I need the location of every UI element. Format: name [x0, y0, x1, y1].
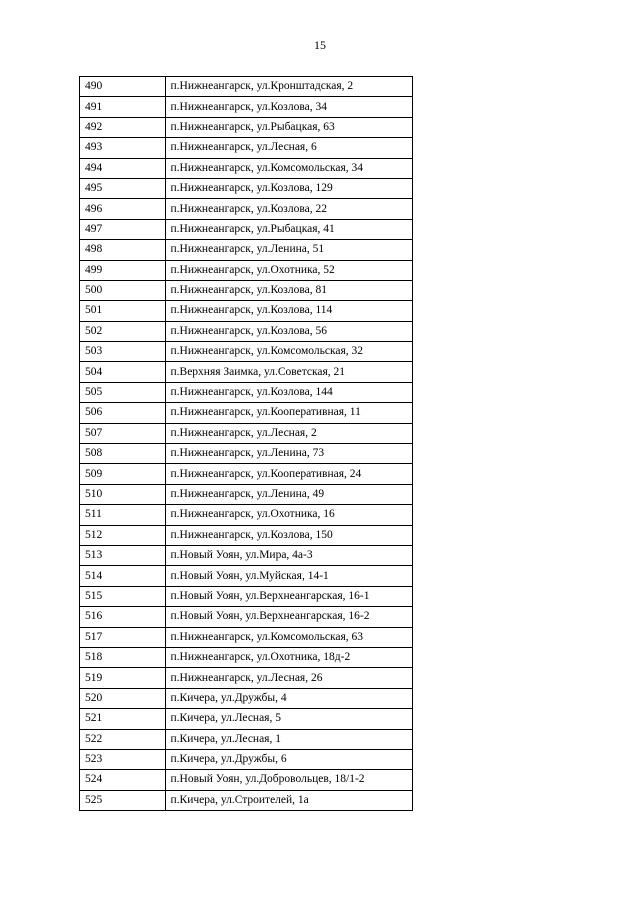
row-number: 525	[80, 790, 166, 810]
row-number: 505	[80, 382, 166, 402]
row-address: п.Нижнеангарск, ул.Комсомольская, 34	[165, 158, 413, 178]
table-row	[80, 321, 413, 341]
row-number: 513	[80, 545, 166, 565]
table-row	[80, 382, 413, 402]
row-number: 520	[80, 688, 166, 708]
row-number: 497	[80, 219, 166, 239]
table-row	[80, 97, 413, 117]
table-row	[80, 178, 413, 198]
row-number: 521	[80, 709, 166, 729]
table-row	[80, 668, 413, 688]
row-number: 514	[80, 566, 166, 586]
row-number: 506	[80, 403, 166, 423]
row-number: 494	[80, 158, 166, 178]
row-address: п.Новый Уоян, ул.Добровольцев, 18/1-2	[165, 770, 413, 790]
table-row	[80, 199, 413, 219]
table-row	[80, 729, 413, 749]
row-number: 492	[80, 117, 166, 137]
row-address: п.Верхняя Заимка, ул.Советская, 21	[165, 362, 413, 382]
table-row	[80, 444, 413, 464]
table-row	[80, 749, 413, 769]
row-number: 524	[80, 770, 166, 790]
table-row	[80, 403, 413, 423]
row-address: п.Нижнеангарск, ул.Ленина, 49	[165, 484, 413, 504]
row-address: п.Нижнеангарск, ул.Козлова, 144	[165, 382, 413, 402]
table-row	[80, 709, 413, 729]
row-address: п.Нижнеангарск, ул.Ленина, 73	[165, 444, 413, 464]
table-row	[80, 464, 413, 484]
table-row	[80, 790, 413, 810]
row-number: 517	[80, 627, 166, 647]
table-row	[80, 138, 413, 158]
row-number: 510	[80, 484, 166, 504]
table-row	[80, 240, 413, 260]
table-row	[80, 77, 413, 97]
row-number: 507	[80, 423, 166, 443]
row-number: 500	[80, 280, 166, 300]
row-address: п.Новый Уоян, ул.Мира, 4а-3	[165, 545, 413, 565]
row-number: 509	[80, 464, 166, 484]
row-address: п.Нижнеангарск, ул.Охотника, 18д-2	[165, 647, 413, 667]
table-row	[80, 260, 413, 280]
row-number: 493	[80, 138, 166, 158]
table-row	[80, 280, 413, 300]
table-row	[80, 117, 413, 137]
row-address: п.Нижнеангарск, ул.Козлова, 129	[165, 178, 413, 198]
row-number: 523	[80, 749, 166, 769]
table-row	[80, 545, 413, 565]
row-address: п.Нижнеангарск, ул.Козлова, 81	[165, 280, 413, 300]
row-address: п.Кичера, ул.Дружбы, 6	[165, 749, 413, 769]
table-row	[80, 770, 413, 790]
row-address: п.Нижнеангарск, ул.Рыбацкая, 63	[165, 117, 413, 137]
row-address: п.Нижнеангарск, ул.Лесная, 26	[165, 668, 413, 688]
row-number: 501	[80, 301, 166, 321]
table-row	[80, 627, 413, 647]
row-number: 503	[80, 342, 166, 362]
row-number: 518	[80, 647, 166, 667]
row-address: п.Новый Уоян, ул.Верхнеангарская, 16-2	[165, 607, 413, 627]
address-table-body	[80, 77, 413, 811]
table-row	[80, 484, 413, 504]
row-number: 502	[80, 321, 166, 341]
row-address: п.Нижнеангарск, ул.Лесная, 2	[165, 423, 413, 443]
table-row	[80, 362, 413, 382]
table-row	[80, 505, 413, 525]
page-number: 15	[314, 38, 326, 52]
row-address: п.Нижнеангарск, ул.Комсомольская, 63	[165, 627, 413, 647]
table-row	[80, 688, 413, 708]
table-row	[80, 158, 413, 178]
row-address: п.Нижнеангарск, ул.Кронштадская, 2	[165, 77, 413, 97]
row-number: 516	[80, 607, 166, 627]
row-number: 512	[80, 525, 166, 545]
row-number: 496	[80, 199, 166, 219]
row-number: 499	[80, 260, 166, 280]
table-row	[80, 301, 413, 321]
row-address: п.Новый Уоян, ул.Верхнеангарская, 16-1	[165, 586, 413, 606]
row-number: 508	[80, 444, 166, 464]
row-address: п.Нижнеангарск, ул.Козлова, 34	[165, 97, 413, 117]
table-row	[80, 423, 413, 443]
table-row	[80, 525, 413, 545]
row-number: 504	[80, 362, 166, 382]
row-address: п.Нижнеангарск, ул.Козлова, 114	[165, 301, 413, 321]
row-number: 511	[80, 505, 166, 525]
row-address: п.Кичера, ул.Лесная, 1	[165, 729, 413, 749]
row-number: 515	[80, 586, 166, 606]
row-address: п.Нижнеангарск, ул.Охотника, 16	[165, 505, 413, 525]
row-address: п.Нижнеангарск, ул.Лесная, 6	[165, 138, 413, 158]
table-row	[80, 342, 413, 362]
table-row	[80, 219, 413, 239]
table-row	[80, 586, 413, 606]
row-address: п.Новый Уоян, ул.Муйская, 14-1	[165, 566, 413, 586]
row-address: п.Нижнеангарск, ул.Козлова, 22	[165, 199, 413, 219]
table-row	[80, 566, 413, 586]
row-address: п.Нижнеангарск, ул.Комсомольская, 32	[165, 342, 413, 362]
row-address: п.Нижнеангарск, ул.Козлова, 150	[165, 525, 413, 545]
row-number: 522	[80, 729, 166, 749]
row-address: п.Нижнеангарск, ул.Кооперативная, 11	[165, 403, 413, 423]
row-address: п.Нижнеангарск, ул.Козлова, 56	[165, 321, 413, 341]
address-table	[79, 76, 413, 811]
table-row	[80, 647, 413, 667]
row-address: п.Нижнеангарск, ул.Ленина, 51	[165, 240, 413, 260]
row-number: 495	[80, 178, 166, 198]
row-number: 519	[80, 668, 166, 688]
row-address: п.Нижнеангарск, ул.Кооперативная, 24	[165, 464, 413, 484]
row-address: п.Кичера, ул.Лесная, 5	[165, 709, 413, 729]
table-row	[80, 607, 413, 627]
row-address: п.Нижнеангарск, ул.Рыбацкая, 41	[165, 219, 413, 239]
row-number: 491	[80, 97, 166, 117]
row-address: п.Кичера, ул.Дружбы, 4	[165, 688, 413, 708]
row-number: 490	[80, 77, 166, 97]
row-address: п.Нижнеангарск, ул.Охотника, 52	[165, 260, 413, 280]
row-address: п.Кичера, ул.Строителей, 1а	[165, 790, 413, 810]
row-number: 498	[80, 240, 166, 260]
